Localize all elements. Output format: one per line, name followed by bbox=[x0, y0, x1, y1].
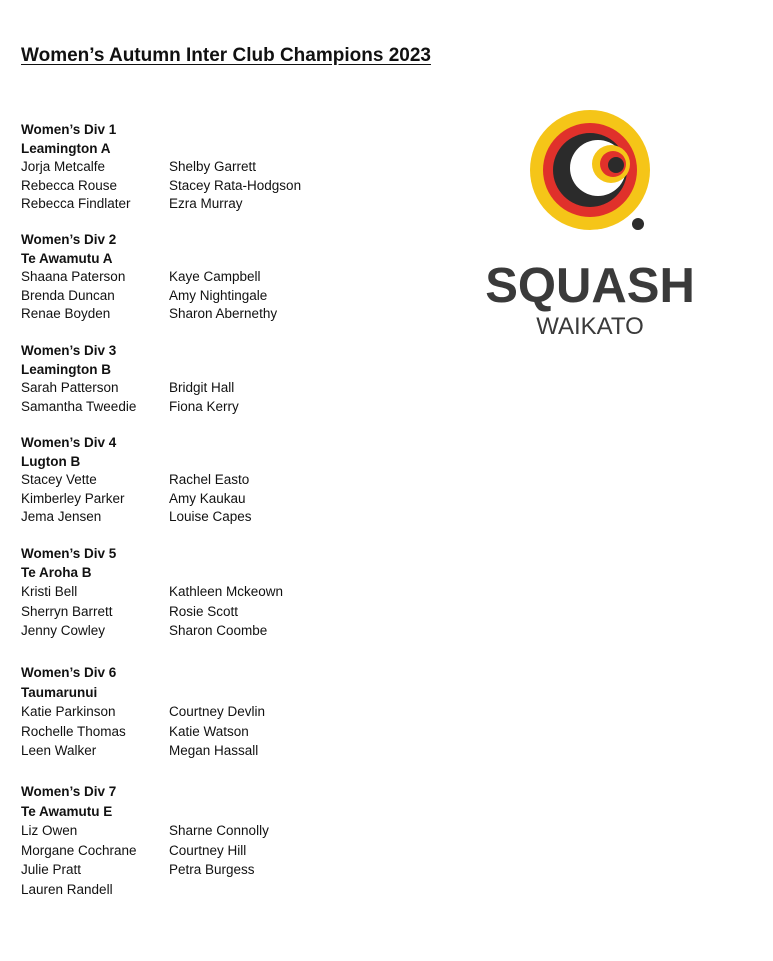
player-name: Kristi Bell bbox=[21, 584, 78, 600]
player-name: Stacey Vette bbox=[21, 472, 97, 488]
player-name: Sharne Connolly bbox=[169, 823, 269, 839]
logo-ball bbox=[632, 218, 644, 230]
player-name: Bridgit Hall bbox=[169, 380, 235, 396]
squash-waikato-logo bbox=[486, 106, 696, 338]
player-name: Leen Walker bbox=[21, 743, 97, 759]
division-block bbox=[21, 782, 351, 900]
division-heading: Women’s Div 6 bbox=[21, 665, 117, 680]
player-name: Amy Nightingale bbox=[169, 287, 268, 303]
player-name: Brenda Duncan bbox=[21, 287, 115, 303]
player-name: Samantha Tweedie bbox=[21, 398, 137, 414]
player-name: Amy Kaukau bbox=[169, 490, 246, 506]
player-name: Kaye Campbell bbox=[169, 269, 261, 285]
division-block bbox=[21, 434, 351, 527]
team-name: Te Awamutu E bbox=[21, 803, 113, 819]
team-name: Te Aroha B bbox=[21, 564, 92, 580]
team-name: Leamington A bbox=[21, 140, 111, 156]
player-row bbox=[21, 860, 351, 880]
player-row bbox=[21, 379, 351, 398]
player-name: Stacey Rata-Hodgson bbox=[169, 177, 302, 193]
player-name: Shaana Paterson bbox=[21, 269, 126, 285]
logo-swirl-core bbox=[608, 157, 624, 173]
player-row bbox=[21, 841, 351, 861]
player-name: Katie Watson bbox=[169, 723, 249, 739]
team-name: Taumarunui bbox=[21, 684, 98, 700]
division-heading: Women’s Div 4 bbox=[21, 435, 117, 450]
player-row bbox=[21, 741, 351, 761]
player-name: Rosie Scott bbox=[169, 603, 239, 619]
player-name: Ezra Murray bbox=[169, 196, 243, 212]
player-row bbox=[21, 490, 351, 509]
division-heading: Women’s Div 2 bbox=[21, 232, 117, 247]
division-block bbox=[21, 663, 351, 761]
player-name: Shelby Garrett bbox=[169, 159, 257, 175]
player-name: Rebecca Findlater bbox=[21, 196, 131, 212]
player-name: Jema Jensen bbox=[21, 509, 102, 525]
player-name: Jenny Cowley bbox=[21, 623, 106, 639]
player-name: Rebecca Rouse bbox=[21, 177, 118, 193]
player-row bbox=[21, 158, 351, 177]
player-name: Megan Hassall bbox=[169, 743, 259, 759]
player-name: Liz Owen bbox=[21, 823, 78, 839]
player-name: Lauren Randell bbox=[21, 881, 113, 897]
division-heading: Women’s Div 1 bbox=[21, 122, 117, 137]
player-row bbox=[21, 722, 351, 742]
player-name: Rachel Easto bbox=[169, 472, 250, 488]
player-name: Katie Parkinson bbox=[21, 704, 116, 720]
player-row bbox=[21, 177, 351, 196]
page-title: Women’s Autumn Inter Club Champions 2023 bbox=[21, 45, 431, 66]
division-block bbox=[21, 342, 351, 416]
player-row bbox=[21, 621, 351, 641]
player-name: Jorja Metcalfe bbox=[21, 159, 106, 175]
player-row bbox=[21, 268, 351, 287]
player-name: Louise Capes bbox=[169, 509, 252, 525]
team-name: Lugton B bbox=[21, 453, 81, 469]
division-block bbox=[21, 545, 351, 641]
logo-squash-text: SQUASH bbox=[486, 259, 695, 313]
player-row bbox=[21, 195, 351, 214]
logo-waikato-text: WAIKATO bbox=[536, 313, 644, 338]
swirl-logo-icon bbox=[486, 106, 696, 338]
player-name: Sarah Patterson bbox=[21, 380, 119, 396]
player-name: Kathleen Mckeown bbox=[169, 584, 284, 600]
division-heading: Women’s Div 7 bbox=[21, 784, 117, 799]
player-row bbox=[21, 602, 351, 622]
player-name: Sharon Coombe bbox=[169, 623, 268, 639]
division-block bbox=[21, 121, 351, 214]
player-row bbox=[21, 287, 351, 306]
player-name: Sherryn Barrett bbox=[21, 603, 113, 619]
division-heading: Women’s Div 5 bbox=[21, 546, 117, 561]
player-name: Julie Pratt bbox=[21, 862, 82, 878]
player-name: Rochelle Thomas bbox=[21, 723, 126, 739]
team-name: Te Awamutu A bbox=[21, 250, 113, 266]
player-row bbox=[21, 582, 351, 602]
player-row bbox=[21, 508, 351, 527]
player-name: Sharon Abernethy bbox=[169, 306, 278, 322]
player-row bbox=[21, 702, 351, 722]
player-name: Courtney Devlin bbox=[169, 704, 266, 720]
player-row bbox=[21, 821, 351, 841]
player-name: Morgane Cochrane bbox=[21, 842, 137, 858]
player-name: Fiona Kerry bbox=[169, 398, 239, 414]
division-heading: Women’s Div 3 bbox=[21, 343, 117, 358]
player-row bbox=[21, 880, 351, 900]
player-row bbox=[21, 305, 351, 324]
team-name: Leamington B bbox=[21, 361, 111, 377]
division-block bbox=[21, 231, 351, 324]
player-row bbox=[21, 471, 351, 490]
player-name: Petra Burgess bbox=[169, 862, 255, 878]
player-name: Kimberley Parker bbox=[21, 490, 125, 506]
player-name: Renae Boyden bbox=[21, 306, 111, 322]
player-name: Courtney Hill bbox=[169, 842, 247, 858]
player-row bbox=[21, 398, 351, 417]
